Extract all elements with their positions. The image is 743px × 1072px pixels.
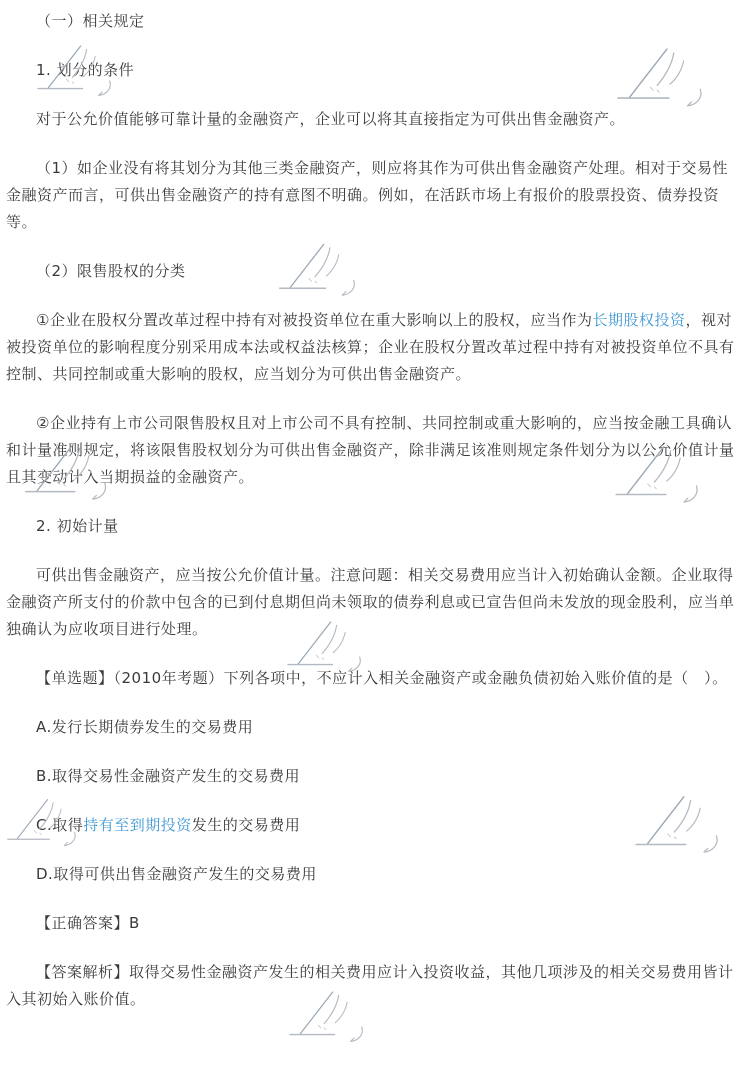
question-option-a: A.发行长期债券发生的交易费用 xyxy=(36,718,254,736)
question-stem: 【单选题】（2010年考题）下列各项中，不应计入相关金融资产或金融负债初始入账价值的是（ ）。 xyxy=(36,669,728,687)
text-run: 发生的交易费用 xyxy=(191,816,301,834)
link-long-term-equity-investment[interactable]: 长期股权投资 xyxy=(592,311,686,329)
paragraph-direct-designation: 对于公允价值能够可靠计量的金融资产，企业可以将其直接指定为可供出售金融资产。 xyxy=(36,110,626,128)
paragraph-initial-measurement: 可供出售金融资产，应当按公允价值计量。注意问题：相关交易费用应当计入初始确认金额。企业取得金融资产所支付的价款中包含的已到付息期但尚未领取的债券利息或已宣告但尚未发放的现金股利，应当单独确认为应收项目进行处理。 xyxy=(6,566,735,638)
answer-analysis: 【答案解析】取得交易性金融资产发生的相关费用应计入投资收益，其他几项涉及的相关交易费用皆计入其初始入账价值。 xyxy=(6,963,734,1008)
paragraph-restricted-shares-2: ②企业持有上市公司限售股权且对上市公司不具有控制、共同控制或重大影响的，应当按金融工具确认和计量准则规定，将该限售股权划分为可供出售金融资产，除非满足该准则规定条件划分为以公允价值计量且其变动计入当期损益的金融资产。 xyxy=(6,414,735,486)
text-run: ①企业在股权分置改革过程中持有对被投资单位在重大影响以上的股权，应当作为 xyxy=(36,311,593,329)
text-run: C.取得 xyxy=(36,816,84,834)
question-option-c xyxy=(6,812,737,839)
paragraph-restricted-shares-1 xyxy=(6,307,737,388)
subheading-restricted-shares: （2）限售股权的分类 xyxy=(36,262,186,280)
question-option-d: D.取得可供出售金融资产发生的交易费用 xyxy=(36,865,317,883)
link-held-to-maturity-investment[interactable]: 持有至到期投资 xyxy=(83,816,192,834)
paragraph-three-categories: （1）如企业没有将其划分为其他三类金融资产，则应将其作为可供出售金融资产处理。相对于交易性金融资产而言，可供出售金融资产的持有意图不明确。例如，在活跃市场上有报价的股票投资、债券投资等。 xyxy=(6,159,729,231)
text-run: ，视对被投资单位的影响程度分别采用成本法或权益法核算；企业在股权分置改革过程中持有对被投资单位不具有控制、共同控制或重大影响的股权，应当划分为可供出售金融资产。 xyxy=(6,311,735,383)
subheading-initial-measurement: 2. 初始计量 xyxy=(36,517,119,535)
correct-answer: 【正确答案】B xyxy=(36,914,140,932)
section-heading: （一）相关规定 xyxy=(36,12,145,30)
subheading-classification-conditions: 1. 划分的条件 xyxy=(36,61,135,79)
question-option-b: B.取得交易性金融资产发生的交易费用 xyxy=(36,767,301,785)
